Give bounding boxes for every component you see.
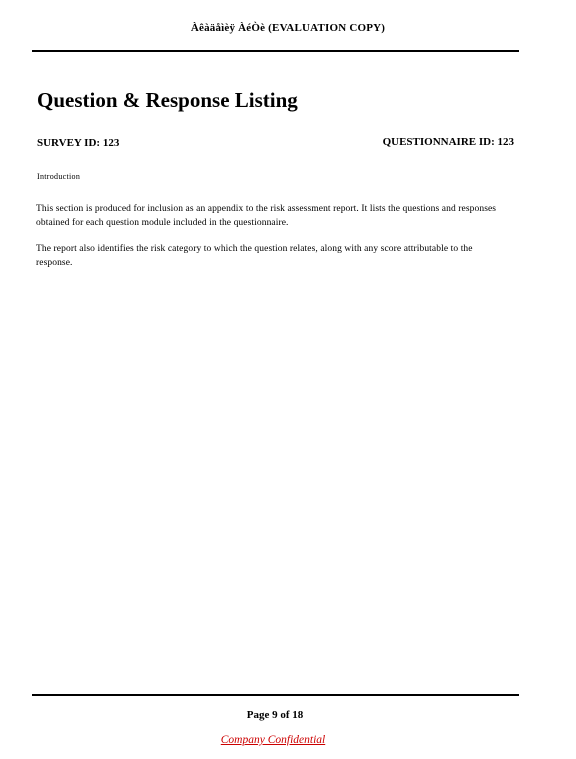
section-heading-introduction: Introduction [37, 172, 81, 181]
page-title: Question & Response Listing [37, 88, 298, 112]
header-divider [32, 50, 519, 52]
intro-paragraph-1: This section is produced for inclusion as an appendix to the risk assessment report. It lists the questions and responses obtained for each question module included in the questionnaire. [36, 204, 497, 228]
evaluation-header: Àêàäåìèÿ ÀéÒè (EVALUATION COPY) [190, 22, 386, 34]
company-confidential-link[interactable]: Company Confidential [220, 734, 326, 746]
footer-divider [32, 694, 519, 696]
page-number: Page 9 of 18 [246, 709, 304, 721]
survey-id-label: SURVEY ID: 123 [37, 137, 120, 149]
intro-paragraph-2: The report also identifies the risk category to which the question relates, along with any score attributable to the response. [36, 244, 473, 268]
questionnaire-id-label: QUESTIONNAIRE ID: 123 [382, 136, 514, 148]
